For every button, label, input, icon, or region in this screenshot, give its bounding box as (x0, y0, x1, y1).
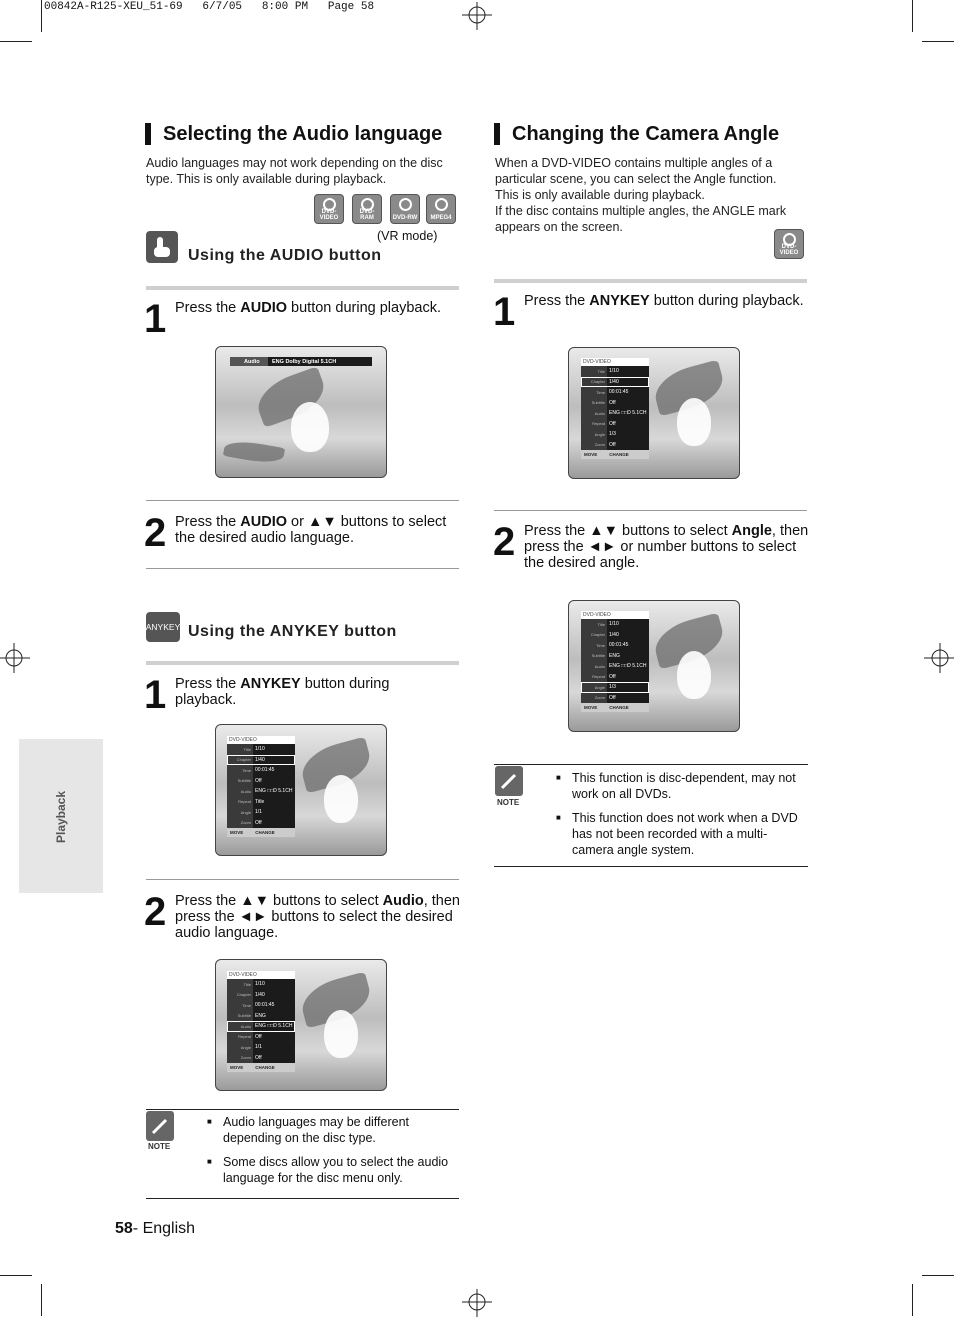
footer-language: - English (132, 1220, 196, 1237)
divider (494, 279, 807, 283)
audio-select-screenshot (215, 959, 387, 1091)
divider (146, 1198, 459, 1199)
divider (146, 568, 459, 569)
vr-mode-label: (VR mode) (377, 229, 438, 243)
dvd-info-menu: DVD-VIDEO Title 1/10 Chapter 1/40 Time 00:01:45 Subtitle Off Audio ENG □□D 5.1CH Repeat Title Angle 1/1 Zoom Off MOVE CHANGE (227, 736, 295, 837)
step-text: Press the AUDIO or ▲▼ buttons to select the desired audio language. (175, 514, 447, 546)
registration-mark-icon (462, 2, 492, 32)
print-slug: 00842A-R125-XEU_51-69 6/7/05 8:00 PM Page 58 (44, 1, 375, 13)
mpeg4-disc-icon: MPEG4 (426, 194, 456, 224)
note-item: ■ Audio languages may be different depending on the disc type. (207, 1114, 457, 1146)
crop-mark (41, 0, 42, 32)
left-intro-text: Audio languages may not work depending on the disc type. This is only available during playback. (146, 156, 443, 186)
step-number: 1 (144, 297, 167, 341)
dvd-video-disc-icon: DVD-VIDEO (774, 229, 804, 259)
crop-mark (0, 1275, 32, 1276)
divider (146, 879, 459, 880)
step-number: 2 (144, 511, 167, 555)
step-number: 2 (493, 520, 516, 564)
dvd-info-menu: DVD-VIDEO Title 1/10 Chapter 1/40 Time 00:01:45 Subtitle Off Audio ENG □□D 5.1CH Repeat Off Angle 1/3 Zoom Off MOVE CHANGE (581, 358, 649, 459)
anykey-menu-screenshot (215, 724, 387, 856)
step-text: Press the ▲▼ buttons to select Audio, then press the ◄► buttons to select the desired audio language. (175, 893, 460, 941)
right-intro-text: When a DVD-VIDEO contains multiple angles of a particular scene, you can select the Angle function. This is only available during playback. If the disc contains multiple angles, the ANGLE mark appears on the screen. (495, 156, 787, 234)
divider (146, 500, 459, 501)
divider (494, 866, 808, 867)
step-text: Press the ANYKEY button during playback. (175, 676, 390, 708)
note-pencil-icon (495, 766, 523, 796)
dvd-video-disc-icon: DVD-VIDEO (314, 194, 344, 224)
angle-select-screenshot (568, 600, 740, 732)
page-number: 58 (115, 1220, 133, 1237)
hand-remote-icon (146, 231, 178, 263)
audio-button-subheading: Using the AUDIO button (188, 247, 382, 264)
step-text: Press the ▲▼ buttons to select Angle, then press the ◄► or number buttons to select the desired angle. (524, 523, 809, 571)
divider (146, 1109, 459, 1110)
dvd-ram-disc-icon: DVD-RAM (352, 194, 382, 224)
note-label: NOTE (497, 798, 520, 807)
crop-mark (912, 1284, 913, 1316)
dvd-info-menu: DVD-VIDEO Title 1/10 Chapter 1/40 Time 00:01:45 Subtitle ENG Audio ENG □□D 5.1CH Repeat Off Angle 1/1 Zoom Off MOVE CHANGE (227, 971, 295, 1072)
divider (146, 661, 459, 665)
crop-mark (0, 41, 32, 42)
dvd-rw-disc-icon: DVD-RW (390, 194, 420, 224)
note-label: NOTE (148, 1142, 171, 1151)
step-number: 1 (144, 673, 167, 717)
divider (146, 286, 459, 290)
registration-mark-icon (924, 643, 954, 673)
step-number: 1 (493, 290, 516, 334)
angle-menu-screenshot (568, 347, 740, 479)
crop-mark (922, 41, 954, 42)
note-item: ■ This function is disc-dependent, may not work on all DVDs. (556, 770, 806, 802)
left-note-list (207, 1114, 457, 1186)
note-item: ■ Some discs allow you to select the audio language for the disc menu only. (207, 1154, 457, 1186)
disc-type-icons (314, 194, 458, 226)
step-text: Press the ANYKEY button during playback. (524, 293, 804, 309)
right-section-title: Changing the Camera Angle (494, 123, 779, 145)
note-pencil-icon (146, 1111, 174, 1141)
page-footer (115, 1220, 195, 1238)
dvd-info-menu: DVD-VIDEO Title 1/10 Chapter 1/40 Time 00:01:45 Subtitle ENG Audio ENG □□D 5.1CH Repeat Off Angle 1/3 Zoom Off MOVE CHANGE (581, 611, 649, 712)
crop-mark (912, 0, 913, 32)
note-item: ■ This function does not work when a DVD has not been recorded with a multi-camera angle system. (556, 810, 806, 858)
crop-mark (41, 1284, 42, 1316)
anykey-button-subheading: Using the ANYKEY button (188, 623, 397, 640)
section-side-tab (19, 739, 103, 893)
registration-mark-icon (462, 1287, 492, 1317)
right-note-list (556, 770, 806, 858)
step-text: Press the AUDIO button during playback. (175, 300, 441, 316)
anykey-icon: ANYKEY (146, 612, 180, 642)
divider (494, 510, 807, 511)
audio-osd-bar: Audio ENG Dolby Digital 5.1CH (230, 357, 372, 366)
side-tab-label: Playback (54, 790, 68, 844)
registration-mark-icon (0, 643, 30, 673)
crop-mark (922, 1275, 954, 1276)
divider (494, 764, 808, 765)
left-section-title: Selecting the Audio language (145, 123, 442, 145)
step-number: 2 (144, 890, 167, 934)
audio-osd-screenshot (215, 346, 387, 478)
